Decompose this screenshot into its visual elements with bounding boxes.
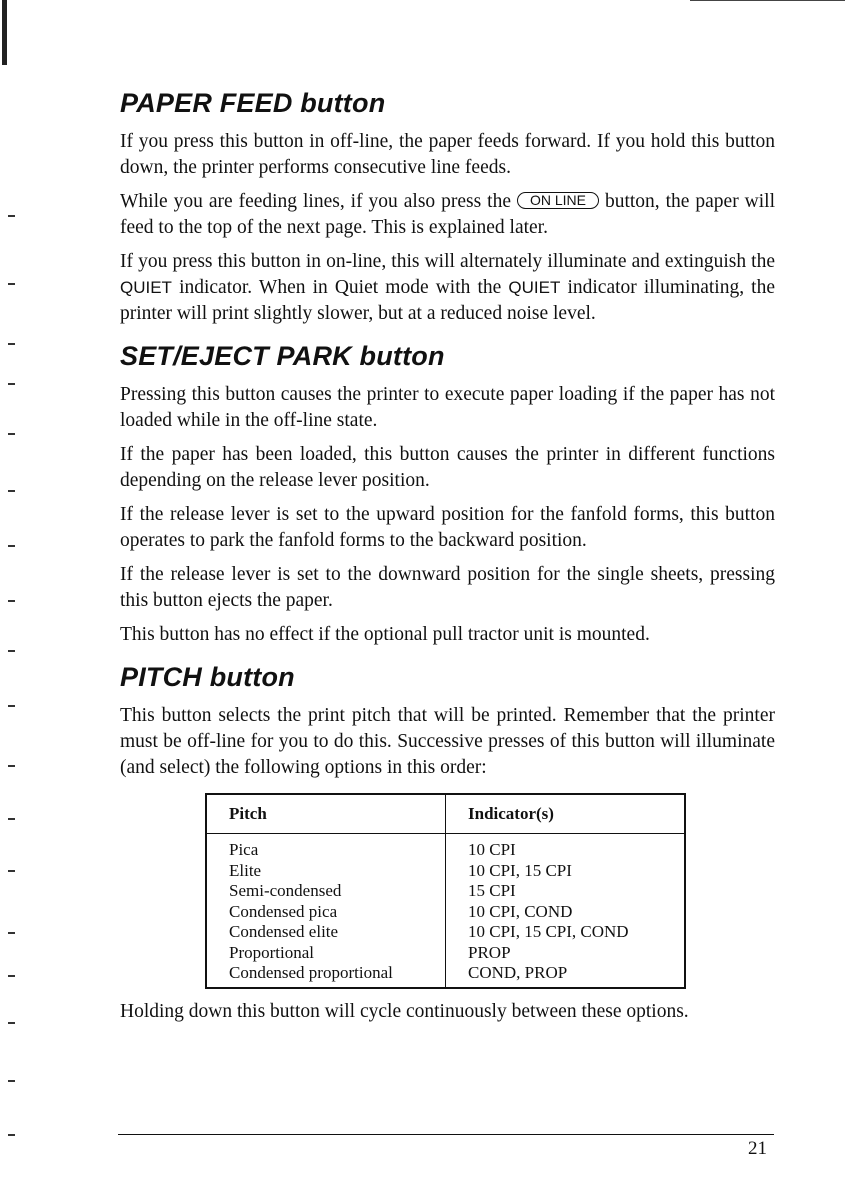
pitch-cell: Condensed pica	[206, 902, 446, 923]
binding-mark	[8, 1080, 15, 1082]
pitch-cell: Condensed proportional	[206, 963, 446, 988]
section-paper-feed	[120, 88, 775, 327]
binding-mark	[8, 383, 15, 385]
binding-mark	[8, 433, 15, 435]
binding-mark	[8, 765, 15, 767]
pitch-cell: Semi-condensed	[206, 881, 446, 902]
table-row	[206, 834, 685, 861]
table-row	[206, 902, 685, 923]
table-row	[206, 943, 685, 964]
pitch-cell: Condensed elite	[206, 922, 446, 943]
binding-mark	[8, 343, 15, 345]
paragraph-text: While you are feeding lines, if you also press the	[120, 191, 511, 212]
online-key-symbol: ON LINE	[517, 192, 599, 209]
pitch-table	[205, 793, 686, 989]
binding-mark	[8, 870, 15, 872]
binding-bar	[2, 0, 7, 65]
table-row	[206, 881, 685, 902]
paragraph-text: indicator illuminating, the printer will print slightly slower, but at a reduced	[120, 277, 776, 324]
document-page	[120, 88, 775, 1033]
indicator-cell: 10 CPI	[468, 840, 516, 859]
paragraph: If the paper has been loaded, this button causes the printer in different functions depending on the release lever position.	[120, 444, 775, 491]
binding-mark	[8, 818, 15, 820]
section-title: PITCH button	[120, 662, 295, 692]
binding-mark	[8, 490, 15, 492]
binding-mark	[8, 705, 15, 707]
quiet-indicator-label: QUIET	[120, 278, 172, 297]
top-rule	[690, 0, 845, 1]
paragraph: If the release lever is set to the downward position for the single sheets, pressing this button ejects the paper.	[120, 564, 775, 611]
indicator-cell: PROP	[468, 942, 511, 962]
binding-mark	[8, 600, 15, 602]
indicator-cell: 10 CPI, 15 CPI, COND	[468, 922, 629, 941]
paragraph: This button selects the print pitch that will be printed. Remember that the printer must be off-line for you to do this. Successive presses of this button will illuminate (and select) the following options in this order:	[120, 705, 775, 778]
binding-mark	[8, 545, 15, 547]
paragraph	[120, 189, 775, 241]
paragraph: If the release lever is set to the upward position for the fanfold forms, this button operates to park the fanfold forms to the backward position.	[120, 504, 775, 551]
binding-mark	[8, 1134, 15, 1136]
table-row	[206, 922, 685, 943]
binding-mark	[8, 975, 15, 977]
binding-mark	[8, 215, 15, 217]
paragraph: Holding down this button will cycle continuously between these options.	[120, 1000, 689, 1022]
paragraph	[120, 249, 775, 327]
binding-mark	[8, 283, 15, 285]
quiet-indicator-label: QUIET	[508, 278, 561, 297]
binding-edge	[0, 0, 26, 1194]
indicator-cell: 10 CPI, COND	[468, 901, 573, 921]
column-header: Pitch	[206, 794, 446, 834]
footer-rule	[118, 1134, 774, 1135]
paragraph-text: noise level.	[506, 303, 596, 324]
indicator-cell: 10 CPI, 15 CPI	[468, 860, 572, 880]
pitch-cell: Proportional	[206, 943, 446, 964]
column-header: Indicator(s)	[446, 794, 686, 834]
pitch-cell: Elite	[206, 861, 446, 882]
section-title: PAPER FEED button	[120, 88, 386, 118]
paragraph-text: If you press this button in on-line, this will alternately illuminate and extinguish the	[120, 251, 775, 272]
binding-mark	[8, 650, 15, 652]
table-header-row	[206, 794, 685, 834]
paragraph-text: button, the paper will feed to the top of the next page. This is explained later.	[120, 191, 776, 238]
paragraph: If you press this button in off-line, the paper feeds forward. If you hold this button down, the printer performs consecutive line feeds.	[120, 131, 775, 178]
indicator-cell: COND, PROP	[468, 963, 568, 982]
paragraph: This button has no effect if the optional pull tractor unit is mounted.	[120, 624, 650, 645]
paragraph: Pressing this button causes the printer to execute paper loading if the paper has not loaded while in the off-line state.	[120, 384, 775, 431]
indicator-cell: 15 CPI	[468, 881, 516, 900]
section-pitch	[120, 662, 775, 1025]
paragraph-text: indicator. When in Quiet mode with the	[179, 277, 502, 298]
pitch-cell: Pica	[206, 834, 446, 861]
page-number: 21	[748, 1138, 767, 1159]
section-title: SET/EJECT PARK button	[120, 341, 445, 371]
table-row	[206, 963, 685, 988]
section-set-eject-park	[120, 341, 775, 648]
binding-mark	[8, 1022, 15, 1024]
table-row	[206, 861, 685, 882]
binding-mark	[8, 932, 15, 934]
